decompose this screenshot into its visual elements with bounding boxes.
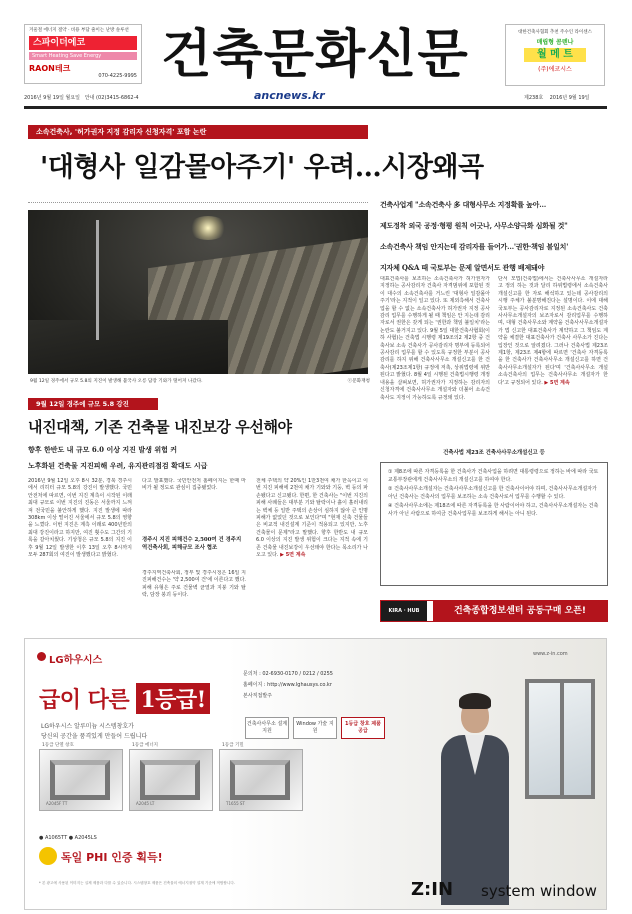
notice-box [380,462,608,586]
notice-item: ① 제8조에 따른 자격등록을 한 건축사가 건축사업을 하려면 대통령령으로 정하는 바에 따라 국토교통부장관에게 건축사사무소의 개설신고를 하여야 한다. [388,469,599,483]
sub-body-col1: 2016년 9월 12일 오후 8시 32분, 경북 경주시에서 리히터 규모 5.8의 강진이 발생했다. 국민안전처에 따르면, 이번 지진 계측이 시작된 이래 최대 규모로 이번 지진의 진동은 서울까지 느껴져 전국민을 불안하게 했다. 지진 발생에 따라 308km 이상 떨어진 서울에서 규모 5.8의 영향을 느꼈다. 이번 지진은 계측 이래로 400년만의 최대 강진이라고 하지만, 여진 횟수도 그간의 기록을 갈아치웠다. 기상청은 규모 5.8의 지진 이후 9월 12일 발생한 이후 13일 오후 8시까지 모두 287회의 여진이 발생했다고 밝혔다. [28,478,132,559]
dateline-date: 2016년 9월 19일 월요일 [24,95,81,101]
ad-pill: 건축사사무소 설계 지원 [245,717,289,739]
sub-body-subhead: 경주시 지진 피해건수 2,500여 건 경주지역건축사회, 피해규모 조사 협조 [142,537,242,551]
photo-pole [96,220,99,340]
ad-left-tags: Smart Heating Save Energy [29,52,137,60]
ad-window-image [525,679,595,799]
dateline [24,89,607,104]
product-card: 1등급 단열 창호 A2045F TT [39,749,123,811]
lead-body-col1: 대표건축사를 보조하는 소속건축사가 허가권자가 지정하는 공사감리자 건축사 자격범위에 포함된 것이 대수의 소속건축사를 거느린 '대형사 일감몰아주기'라는 지적이 일고 있다. 또 제외측해서 건축사업을 할 수 없는 소속건축사가 허가권자 지정 공사감리 업무를 수행하게 될 때 책임은 안 지는데 감리자로서 권한은 갖게 되는 '권한과 책임 불일치'라는 논란도 불거지고 있다. 9월 5일 대한건축사협회(이하 사협)는 건축법 시행령 제19조의2 제2항 중 건축사보 소속 건축사가 공사감리자 명부에 등록되어 공사감리 업무를 할 수 있도록 규정한 부분이 공사감리를 하지 위해 건축사사무소 개설신고를 한 건축사(제23조제1항) 규정에 저촉, 상위법령에 위반된다고 밝혔다. 8월 4일 시행된 건축법시행령 개정내용을 살펴보면, 허가권자가 지정하는 감리자의 신청자격에 건축사사무소 개설자와 더불어 소속건축사도 지정이 가능하도록 규정돼 있다. [380,276,490,401]
ad-left-maker: RAON테크 [29,64,71,73]
ad-brand: LG하우시스 [49,655,103,666]
dotted-divider [28,202,368,203]
site-url-link[interactable]: ancnews.kr [254,89,325,102]
photo-lamp [188,216,228,240]
sub-deck: 향후 한반도 내 규모 6.0 이상 지진 발생 위험 커 [28,445,178,454]
notice-title: 건축사법 제23조 건축사사무소개설신고 등 [443,450,545,456]
subhead: 소속건축사 책임 안지는데 감리자를 들어가…'권한·책임 불일치' [380,242,569,251]
ad-pills [245,717,385,739]
ad-products [39,743,303,811]
ad-right-brand: 월 메 트 [524,48,586,62]
sub-body-col2: 다고 발표했다. 국민안전처 홈페이지는 한때 마비가 될 정도로 관심이 집중됐었다. [142,478,246,492]
ad-left-brand: 스파이더에코 [29,36,137,50]
sub-kicker: 9월 12일 경주에 규모 5.8 강진 [28,398,158,410]
dateline-info: 안내 (02)3415-6862-4 [84,95,139,101]
phi-badge-icon [39,847,57,865]
photo-road [28,320,228,374]
photo-caption: 9월 12일 경주에서 규모 5.8의 지진이 발생해 불국사 오릉 담장 기와가 떨어져 나갔다. [30,379,203,384]
ad-pill: 1등급 창호 제품 공급 [341,717,385,739]
product-card: 1등급 기밀 T1655 ST [219,749,303,811]
continue-link[interactable]: ▶ 5면 계속 [544,379,570,386]
sub-body-col2b: 경주지역건축사회, 정부 및 경주시청은 16일 지진피해건수는 '약 2,500여 건'에 이른다고 했다. 피해 유형은 주로 건물벽 균열과 지붕 기와 탈락, 담장 붕괴 등이다. [142,570,246,599]
dateline-issue: 제238호 2016년 9월 19일 [524,95,590,101]
ad-contact: 문의처 : 02-6930-0170 / 0212 / 0255 홈페이지 : http://www.lghausys.co.kr 본사직접발주 [243,671,333,699]
lead-kicker: 소속건축사, '허가권자 지정 감리자 신청자격' 포함 논란 [28,125,368,139]
ad-left-phone: 070-4225-9995 [98,73,137,79]
lg-hausys-ad[interactable] [24,638,607,910]
ad-desc: LG하우시스 알루미늄 시스템창호가 [41,723,134,730]
ad-left-tagline: 겨울철 에너지 절약 · 비용 부담 줄이는 난방 솔루션 [29,28,129,33]
product-card: 1등급 에너지 A2045 LT [129,749,213,811]
ad-hero: 급이 다른 1등급! [39,683,210,714]
sub-headline[interactable]: 내진대책, 기존 건축물 내진보강 우선해야 [28,418,292,436]
ad-system-window: system window [481,882,597,900]
masthead-title: 건축문화신문 [161,24,469,85]
notice-item: ② 건축사사무소개설자는 건축사사무소개설신고를 한 건축사이어야 하며, 건축사사무소개설자가 아닌 건축사는 건축사의 업무를 보조하는 소속 건축사로서 업무를 수행할 수 있다. [388,486,597,500]
ad-right-line2: 매립형 콤텐나 [536,39,574,46]
subhead: 지자체 Q&A 때 국토부는 문제 알면서도 관행 배제돼야 [380,263,545,272]
sub-deck: 노후화된 건축물 지진피해 우려, 유지관리점검 확대도 시급 [28,461,208,470]
lead-photo[interactable] [28,210,368,374]
photo-credit: ⓒ문화재청 [347,379,370,384]
continue-link[interactable]: ▶ 5면 계속 [280,552,306,559]
ad-phi: 독일 PHI 인증 획득! [61,851,163,864]
lead-subheads [380,198,608,282]
header-divider [24,106,607,109]
lead-headline[interactable]: '대형사 일감몰아주기' 우려…시장왜곡 [40,152,484,183]
header-ad-left[interactable] [24,24,142,84]
banner-text: 건축종합정보센터 공동구매 오픈! [433,601,607,621]
lg-logo-icon [37,652,46,661]
kira-hub-logo: KIRA · HUB [381,601,427,621]
zin-logo: Z:IN [411,879,454,900]
ad-spec: ● A1065TT ● A2045LS [39,835,97,841]
ad-fineprint: * 본 광고에 사용된 이미지는 실제 제품과 다를 수 있습니다. 시스템창호 제품은 건축물의 에너지절약 설계 기준에 적합합니다. [39,881,235,885]
sub-body-col3: 전체 주택의 약 20%인 1만3천여 채가 한옥이고 이번 지진 피해에 2천여 채가 기와와 기둥, 벽 등의 파손됐다고 신고됐다. 한편, 한 건축사는 "이번 지진의 피해 사례들은 대부분 기와 탈락이나 흙이 흘러내리는 벽체 등 일반 주택의 손상이 심하지 않아 큰 인명 피해가 없었던 것으로 보인다"며 "현재 신축 건물들은 비교적 내진설계 기준이 적용되고 있지만, 노후 건축물이 문제"라고 말했다. 향후 한반도 내 규모 6.0 이상의 지진 발생 위험이 크다는 지적 속에 기존 건축물 내진보강이 우선돼야 한다는 목소리가 나오고 있다. ▶ 5면 계속 [256,478,368,559]
ad-pill: Window 가술 지원 [293,717,337,739]
subhead: 건축사업계 "소속건축사 多 대형사무소 지정확률 높아… [380,200,547,209]
ad-right-line1: 대한건축사협회 추천 주수인 라이센스 [518,30,592,35]
header-ad-right[interactable] [505,24,605,86]
ad-right-company: (주)에코시스 [538,66,572,73]
ad-model-figure [435,679,515,905]
ad-desc: 당신의 공간을 품격있게 만들어 드립니다 [41,733,148,740]
subhead: 제도정착 외국 공정·형평 원칙 어긋나, 사무소양극화 심화될 것" [380,221,568,230]
notice-item: ④ 건축사사무소에는 제18조에 따른 자격등록을 한 사람이어야 하고, 건축사사무소개설자는 건축사가 아닌 사람으로 하여금 건축사업무를 보조하게 해서는 아니 된다. [388,503,599,517]
kira-hub-banner[interactable] [380,600,608,622]
ad-url[interactable]: www.z-in.com [533,651,568,657]
lead-body-col2: 단서 모법(건축법)에서는 건축사사무소 개설자라고 정의 하는 것과 달리 하위법령에서 소속건축사 개설신고를 한 자로 해석하고 있는데 공사감리의 시행 주체가 불분명해진다는 설명이다. 이에 대해 국토부는 공사감리자로 지정된 소속건축사도 건축사사무소개설자의 보조자로서 감리업무를 수행하며, 대형 건축사무소와 계약을 건축사사무소개설자가 법 신고한 대표건축사가 계약하고 그 책임도 계약을 체결한 대표건축사가 건축사 사무소가 진다는 입장인 것으로 알려졌다. 그러나 건축사법 제23조제1항, 제23조 제4항에 따르면 '건축사 자격등록을 한 건축사가 건축사사무소 개설신고를 하면 건축사사무소개설자가 된다'며 '건축사사무소 개설 소속건축사의 업무는 건축사사무소 개설자가 한다'고 규정되어 있다. ▶ 5면 계속 [498,276,608,386]
